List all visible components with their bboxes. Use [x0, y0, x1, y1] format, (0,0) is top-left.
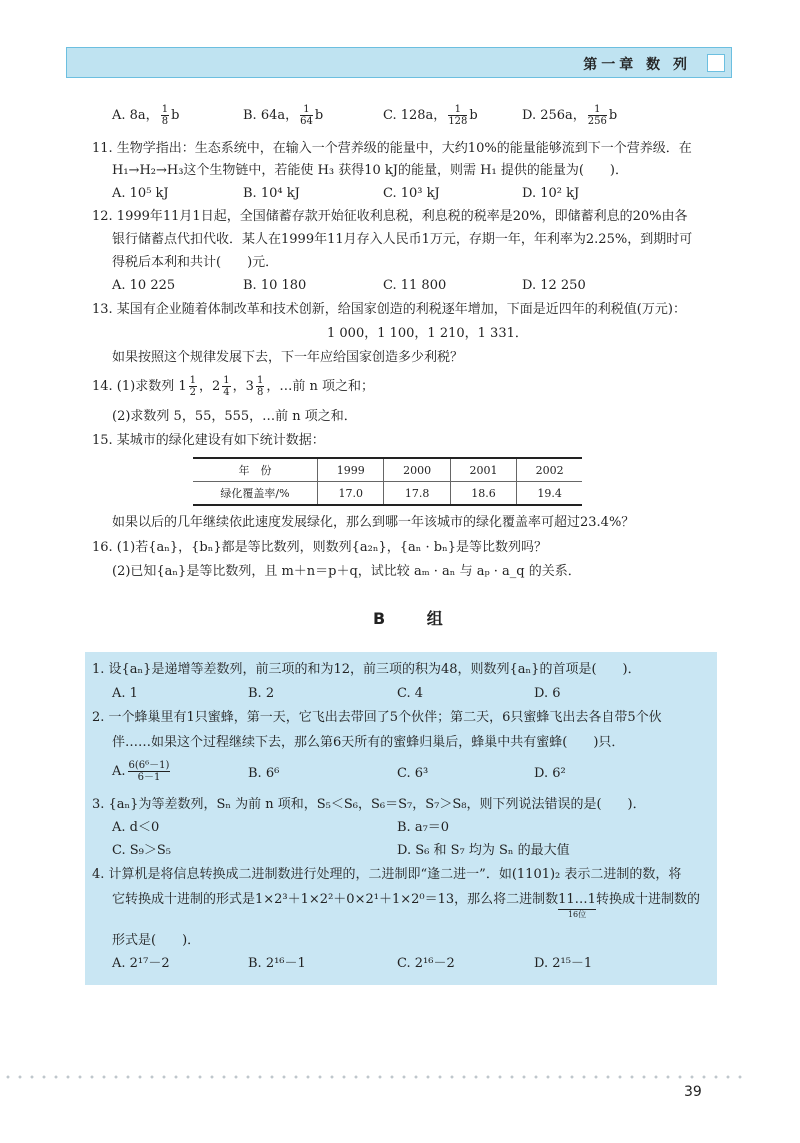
q12-option-a: A. 10 225: [112, 278, 176, 293]
q11-option-d: D. 10² kJ: [522, 186, 580, 201]
q10-option-c: C. 128a， $\frac{1}{128}$ b: [383, 104, 478, 127]
q11-line-2: H₁→H₂→H₃这个生物链中，若能使 H₃ 获得10 kJ的能量，则需 H₁ 提供的能量为( )．: [112, 163, 628, 178]
table-header-cell: 2002: [517, 458, 582, 482]
q12-line-3: 得税后本利和共计( )元．: [112, 255, 279, 270]
b3-option-c: C. S₉＞S₅: [112, 843, 171, 858]
table-header-row: [193, 458, 582, 482]
q14-line-2: (2)求数列 5，55，555，…前 n 项之和．: [112, 409, 357, 424]
table-cell: 绿化覆盖率/%: [193, 482, 318, 506]
b2-option-c: C. 6³: [397, 766, 429, 781]
q10-option-b: B. 64a， $\frac{1}{64}$ b: [243, 104, 324, 127]
q12-line-2: 银行储蓄点代扣代收．某人在1999年11月存入人民币1万元，存期一年，年利率为2.25%，到期时可: [112, 232, 693, 247]
table-header-cell: 1999: [318, 458, 384, 482]
table-cell: 17.0: [318, 482, 384, 506]
q10-option-a: A. 8a， $\frac{1}{8}$ b: [112, 104, 180, 127]
b4-line-3: 形式是( )．: [112, 933, 201, 948]
q15-line-1: 15. 某城市的绿化建设有如下统计数据：: [92, 433, 325, 448]
q12-option-b: B. 10 180: [243, 278, 307, 293]
greening-data-table: [193, 457, 582, 506]
q11-option-a: A. 10⁵ kJ: [112, 186, 169, 201]
b2-option-b: B. 6⁶: [248, 766, 280, 781]
q16-line-1: 16. (1)若{aₙ}，{bₙ}都是等比数列，则数列{a₂ₙ}，{aₙ · bₙ}是等比数列吗？: [92, 540, 548, 555]
q12-line-1: 12. 1999年11月1日起，全国储蓄存款开始征收利息税，利息税的税率是20%，即储蓄利息的20%由各: [92, 209, 688, 224]
b3-option-b: B. a₇＝0: [397, 820, 450, 835]
chapter-header-bar: [66, 47, 732, 78]
b4-option-b: B. 2¹⁶－1: [248, 956, 306, 971]
b2-option-d: D. 6²: [534, 766, 566, 781]
b1-option-a: A. 1: [112, 686, 138, 701]
b4-option-c: C. 2¹⁶－2: [397, 956, 455, 971]
footer-dotted-rule: [2, 1075, 742, 1079]
q12-option-c: C. 11 800: [383, 278, 447, 293]
b4-line-1: 4. 计算机是将信息转换成二进制数进行处理的，二进制即“逢二进一”．如(1101)₂ 表示二进制的数，将: [92, 867, 682, 882]
b2-line-1: 2. 一个蜂巢里有1只蜜蜂，第一天，它飞出去带回了5个伙伴；第二天，6只蜜蜂飞出去各自带5个伙: [92, 710, 662, 725]
q13-line-3: 如果按照这个规律发展下去，下一年应给国家创造多少利税？: [112, 350, 464, 365]
b1-option-b: B. 2: [248, 686, 275, 701]
table-header-cell: 2000: [384, 458, 450, 482]
b3-line-1: 3. {aₙ}为等差数列，Sₙ 为前 n 项和，S₅＜S₆，S₆＝S₇，S₇＞S₈，则下列说法错误的是( )．: [92, 797, 646, 812]
b4-option-a: A. 2¹⁷－2: [112, 956, 170, 971]
table-cell: 18.6: [450, 482, 516, 506]
b1-line-1: 1. 设{aₙ}是递增等差数列，前三项的和为12，前三项的积为48，则数列{aₙ}的首项是( )．: [92, 662, 641, 677]
b4-option-d: D. 2¹⁵－1: [534, 956, 593, 971]
b3-option-a: A. d＜0: [112, 820, 160, 835]
page-number: 39: [684, 1084, 702, 1100]
table-row: [193, 482, 582, 506]
q11-line-1: 11. 生物学指出：生态系统中，在输入一个营养级的能量中，大约10%的能量能够流到下一个营养级．在: [92, 141, 692, 156]
table-cell: 19.4: [517, 482, 582, 506]
q11-option-b: B. 10⁴ kJ: [243, 186, 300, 201]
chapter-title: 第一章 数 列: [583, 57, 691, 73]
b1-option-c: C. 4: [397, 686, 424, 701]
q10-option-d: D. 256a， $\frac{1}{256}$ b: [522, 104, 618, 127]
q14-line-1: 14. (1)求数列 1 $\frac{1}{2}$ ，2 $\frac{1}{4}$ ，3 $\frac{1}{8}$ ，…前 n 项之和；: [92, 375, 374, 398]
b2-option-a: A. $\frac{\text{6(6⁶－1)}}{6-1}$: [112, 760, 170, 783]
q13-values: 1 000，1 100，1 210，1 331．: [327, 326, 528, 341]
q15-line-2: 如果以后的几年继续依此速度发展绿化，那么到哪一年该城市的绿化覆盖率可超过23.4%？: [112, 515, 635, 530]
table-header-cell: 年 份: [193, 458, 318, 482]
b3-option-d: D. S₆ 和 S₇ 均为 Sₙ 的最大值: [397, 843, 570, 858]
q13-line-1: 13. 某国有企业随着体制改革和技术创新，给国家创造的利税逐年增加，下面是近四年的利税值(万元)：: [92, 302, 686, 317]
q16-line-2: (2)已知{aₙ}是等比数列，且 m＋n＝p＋q，试比较 aₘ · aₙ 与 aₚ · a_q 的关系．: [112, 564, 581, 579]
b2-line-2: 伴……如果这个过程继续下去，那么第6天所有的蜜蜂归巢后，蜂巢中共有蜜蜂( )只．: [112, 735, 625, 750]
group-b-title: B 组: [373, 609, 461, 628]
q12-option-d: D. 12 250: [522, 278, 586, 293]
table-cell: 17.8: [384, 482, 450, 506]
header-square-icon: [707, 54, 725, 72]
b1-option-d: D. 6: [534, 686, 561, 701]
table-header-cell: 2001: [450, 458, 516, 482]
b4-line-2: 它转换成十进制的形式是1×2³＋1×2²＋0×2¹＋1×2⁰＝13，那么将二进制数 11…1 16位 转换成十进制数的: [112, 892, 700, 919]
q11-option-c: C. 10³ kJ: [383, 186, 440, 201]
